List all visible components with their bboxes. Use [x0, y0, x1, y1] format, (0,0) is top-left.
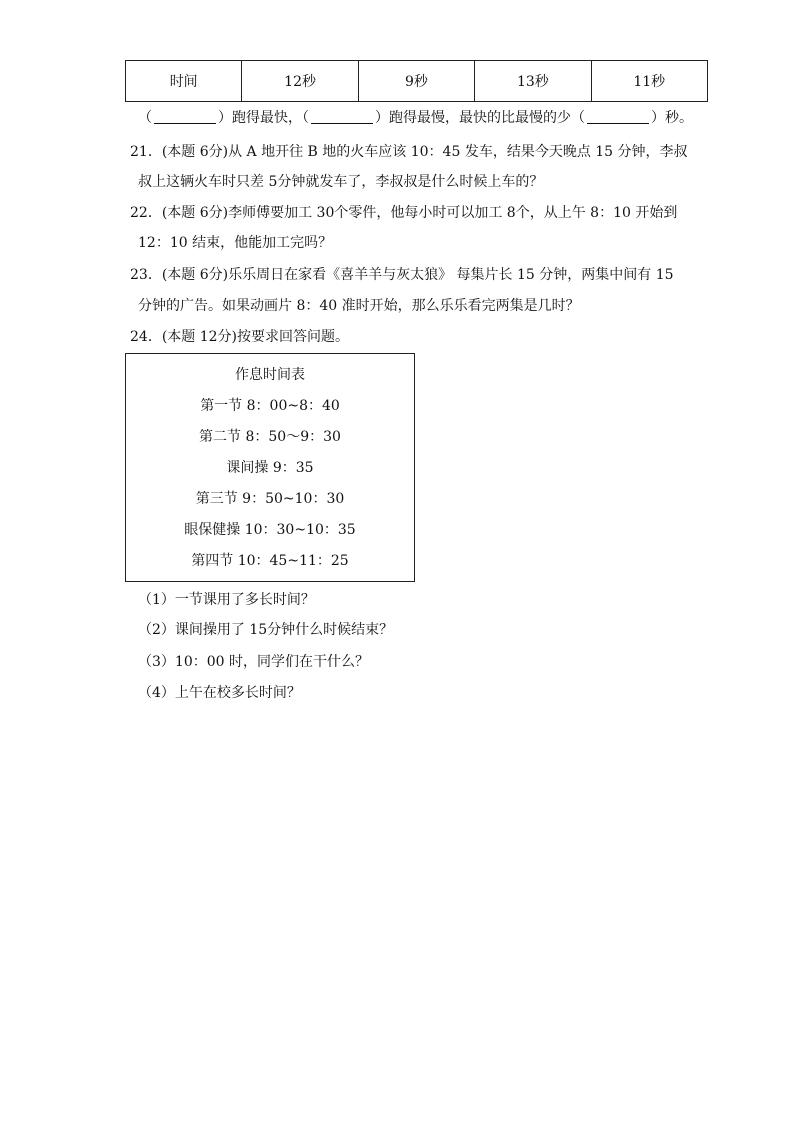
- question-22-line2: 12：10 结束，他能加工完吗？: [138, 235, 333, 251]
- question-23-line2: 分钟的广告。如果动画片 8：40 准时开始，那么乐乐看完两集是几时？: [138, 298, 580, 314]
- schedule-item: 第三节 9：50~10：30: [195, 491, 345, 507]
- answer-text: ）跑得最慢，最快的比最慢的少（: [375, 110, 585, 126]
- table-row: [126, 61, 708, 102]
- schedule-item: 眼保健操 10：30~10：35: [184, 522, 356, 538]
- sub-question-3: （3）10：00 时，同学们在干什么？: [138, 654, 369, 670]
- question-21-line1: 21．(本题 6分)从 A 地开往 B 地的火车应该 10：45 发车，结果今天晚点 15 分钟，李叔: [130, 144, 688, 160]
- answer-text: ）跑得最快，（: [218, 110, 309, 126]
- q20-answer-line: [138, 108, 693, 128]
- answer-blank-fastest[interactable]: [154, 109, 216, 124]
- schedule-item: 第一节 8：00~8：40: [200, 398, 340, 414]
- schedule-item: 第四节 10：45~11：25: [191, 553, 349, 569]
- answer-blank-slowest[interactable]: [311, 109, 373, 124]
- sub-question-1: （1）一节课用了多长时间？: [138, 592, 315, 608]
- question-23-line1: 23．(本题 6分)乐乐周日在家看《喜羊羊与灰太狼》 每集片长 15 分钟，两集中间有 15: [130, 267, 674, 283]
- answer-text: （: [138, 110, 152, 126]
- schedule-item: 课间操 9：35: [226, 460, 314, 476]
- sub-question-2: （2）课间操用了 15分钟什么时候结束？: [138, 622, 394, 638]
- sub-question-4: （4）上午在校多长时间？: [138, 685, 301, 701]
- question-22-line1: 22．(本题 6分)李师傅要加工 30个零件，他每小时可以加工 8个，从上午 8：10 开始到: [130, 205, 678, 221]
- table-cell: 12秒: [242, 61, 358, 102]
- question-24-line1: 24．(本题 12分)按要求回答问题。: [130, 329, 350, 345]
- table-cell: 9秒: [358, 61, 474, 102]
- answer-text: ）秒。: [651, 110, 693, 126]
- speed-table: [125, 60, 708, 102]
- table-header-cell: 时间: [126, 61, 242, 102]
- table-cell: 11秒: [591, 61, 707, 102]
- answer-blank-difference[interactable]: [587, 109, 649, 124]
- schedule-item: 第二节 8：50～9：30: [199, 429, 341, 445]
- question-21-line2: 叔上这辆火车时只差 5分钟就发车了，李叔叔是什么时候上车的？: [138, 174, 544, 190]
- schedule-box: [125, 353, 415, 582]
- table-cell: 13秒: [475, 61, 591, 102]
- schedule-title: 作息时间表: [235, 367, 305, 383]
